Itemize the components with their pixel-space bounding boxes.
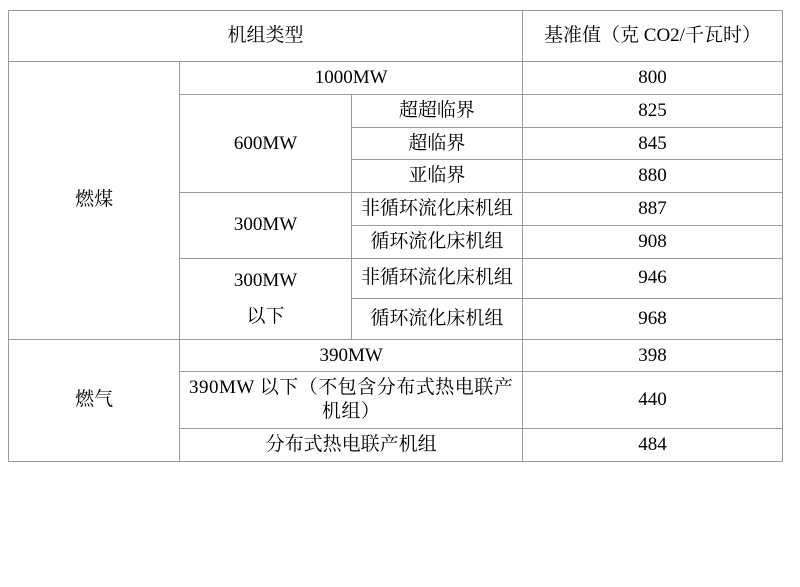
fuel-label-gas: 燃气 <box>9 339 180 461</box>
capacity-below-390mw-excl-chp: 390MW 以下（不包含分布式热电联产机组） <box>180 372 523 429</box>
emission-baseline-table <box>8 10 783 462</box>
tech-subcritical: 亚临界 <box>351 160 522 193</box>
capacity-300mw: 300MW <box>180 193 351 259</box>
header-baseline-value: 基准值（克 CO2/千瓦时） <box>523 11 783 62</box>
capacity-390mw: 390MW <box>180 339 523 372</box>
capacity-below-300mw-line2: 以下 <box>246 305 285 327</box>
value-600mw-ultra-supercritical: 825 <box>523 94 783 127</box>
tech-supercritical: 超临界 <box>351 127 522 160</box>
value-600mw-subcritical: 880 <box>523 160 783 193</box>
value-below-300mw-cfb: 968 <box>523 299 783 340</box>
value-390mw: 398 <box>523 339 783 372</box>
value-distributed-chp: 484 <box>523 428 783 461</box>
table-row <box>9 339 783 372</box>
fuel-label-coal: 燃煤 <box>9 62 180 340</box>
capacity-below-300mw-line1: 300MW <box>233 269 298 291</box>
capacity-1000mw: 1000MW <box>180 62 523 95</box>
capacity-below-300mw <box>180 258 351 339</box>
value-below-390mw-excl-chp: 440 <box>523 372 783 429</box>
value-below-300mw-non-cfb: 946 <box>523 258 783 299</box>
header-unit-type: 机组类型 <box>9 11 523 62</box>
tech-cfb-300mw: 循环流化床机组 <box>351 225 522 258</box>
value-300mw-cfb: 908 <box>523 225 783 258</box>
capacity-600mw: 600MW <box>180 94 351 192</box>
table-row <box>9 62 783 95</box>
tech-non-cfb-300mw: 非循环流化床机组 <box>351 193 522 226</box>
tech-non-cfb-below-300mw: 非循环流化床机组 <box>351 258 522 299</box>
value-1000mw: 800 <box>523 62 783 95</box>
value-300mw-non-cfb: 887 <box>523 193 783 226</box>
table-header-row <box>9 11 783 62</box>
capacity-distributed-chp: 分布式热电联产机组 <box>180 428 523 461</box>
value-600mw-supercritical: 845 <box>523 127 783 160</box>
tech-cfb-below-300mw: 循环流化床机组 <box>351 299 522 340</box>
tech-ultra-supercritical: 超超临界 <box>351 94 522 127</box>
